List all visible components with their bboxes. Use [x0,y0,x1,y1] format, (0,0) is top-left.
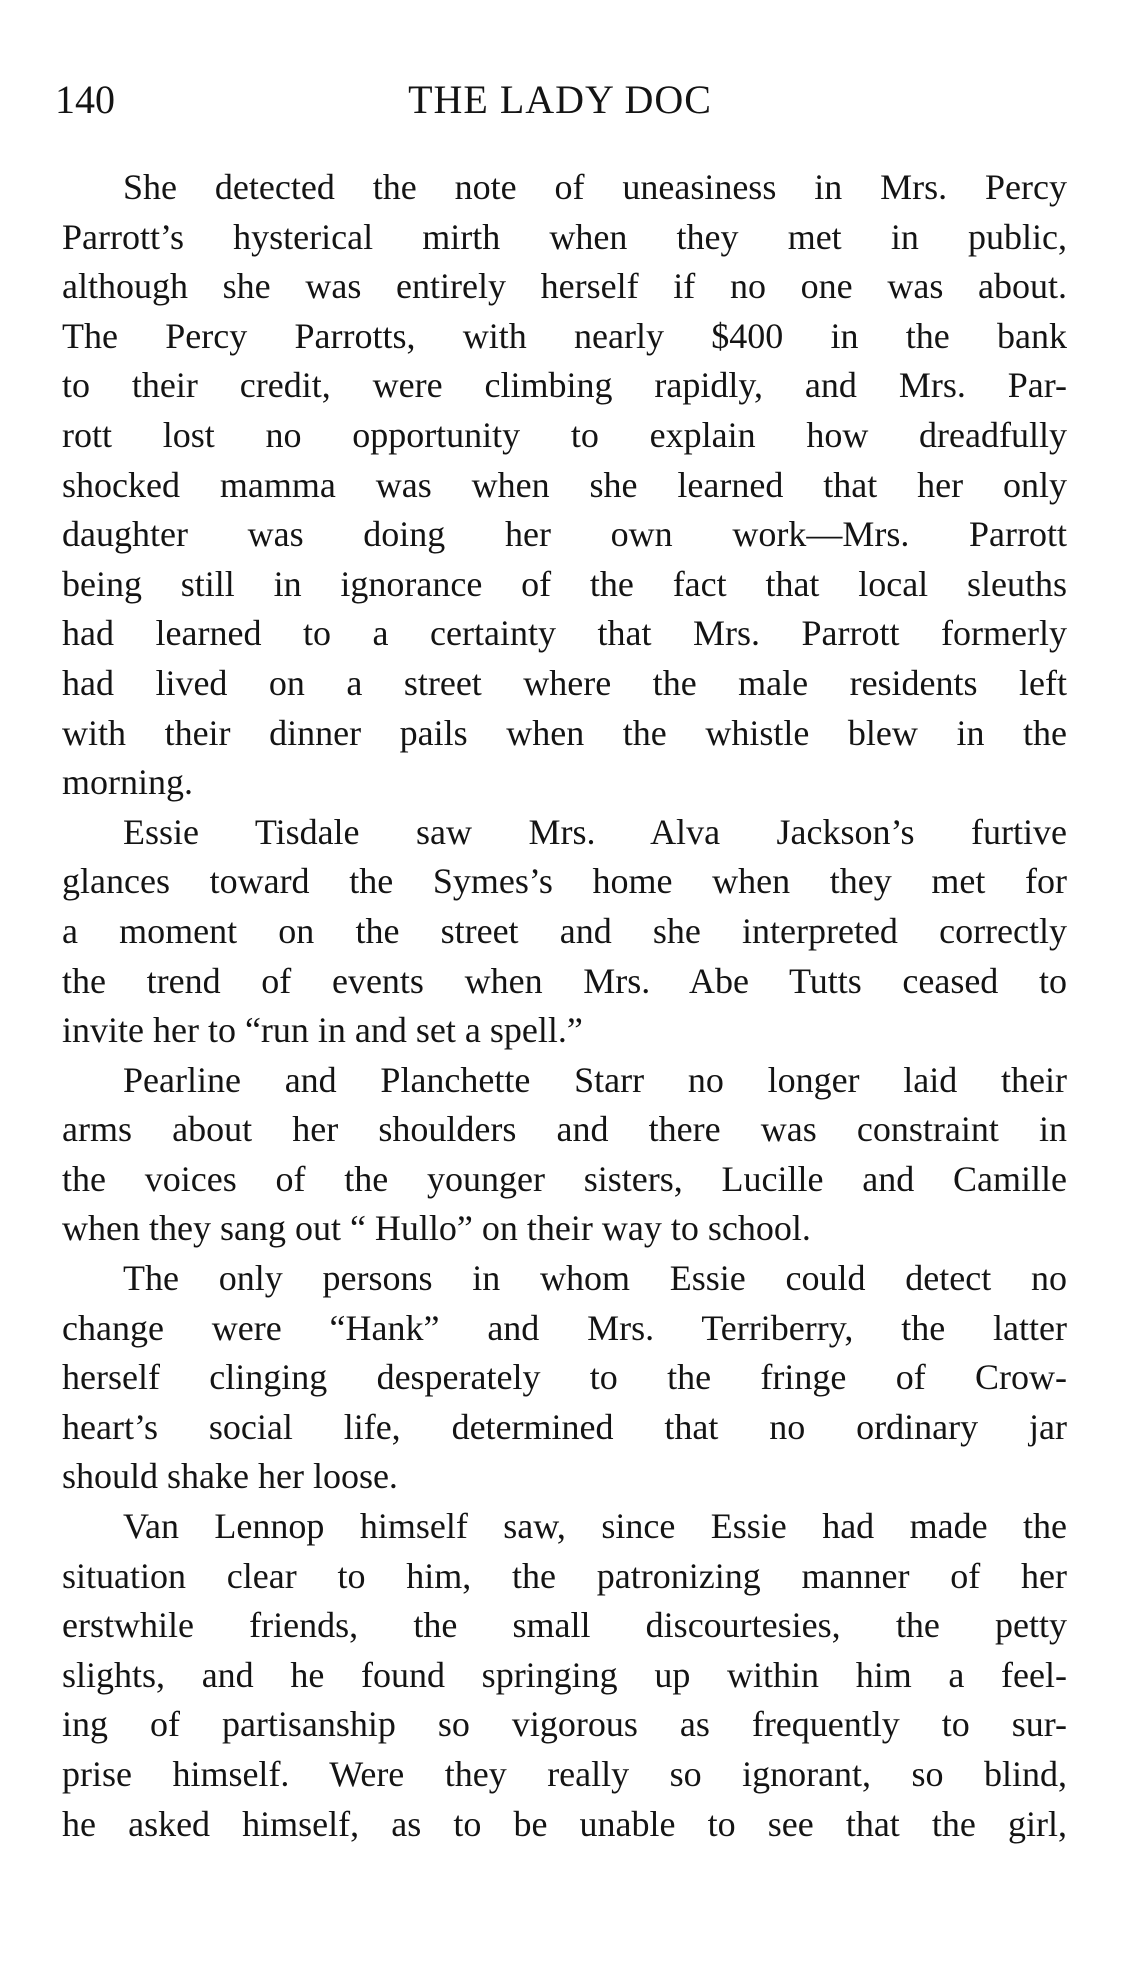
text-line: he asked himself, as to be unable to see that the girl, [62,1803,1067,1844]
paragraph-1 [62,163,1067,808]
paragraph-4 [62,1254,1067,1502]
body-text [62,163,1067,1849]
text-line: shocked mamma was when she learned that her only [62,464,1067,505]
text-line: Pearline and Planchette Starr no longer laid their [123,1059,1067,1100]
text-line: being still in ignorance of the fact that local sleuths [62,563,1067,604]
text-line: daughter was doing her own work—Mrs. Parrott [62,514,1067,555]
text-line: slights, and he found springing up within him a feel- [62,1654,1067,1695]
text-line: had lived on a street where the male residents left [62,662,1067,703]
text-line: should shake her loose. [62,1456,398,1497]
text-line: the trend of events when Mrs. Abe Tutts ceased to [62,960,1067,1001]
text-line: when they sang out “ Hullo” on their way to school. [62,1208,811,1249]
text-line: glances toward the Symes’s home when they met for [62,861,1067,902]
page-header [55,70,1065,130]
text-line: rott lost no opportunity to explain how dreadfully [62,414,1067,455]
paragraph-2 [62,808,1067,1056]
text-line: Van Lennop himself saw, since Essie had made the [123,1506,1067,1547]
page-number: 140 [55,77,115,122]
text-line: although she was entirely herself if no one was about. [62,266,1067,307]
text-line: morning. [62,762,193,803]
text-line: change were “Hank” and Mrs. Terriberry, the latter [62,1307,1067,1348]
text-line: herself clinging desperately to the fringe of Crow- [62,1357,1067,1398]
text-line: She detected the note of uneasiness in Mrs. Percy [123,167,1067,207]
running-title: THE LADY DOC [408,77,712,122]
paragraph-5 [62,1502,1067,1849]
text-line: the voices of the younger sisters, Lucille and Camille [62,1158,1067,1199]
text-line: prise himself. Were they really so ignorant, so blind, [62,1754,1067,1794]
text-line: Parrott’s hysterical mirth when they met in public, [62,216,1067,257]
paragraph-3 [62,1056,1067,1254]
text-line: invite her to “run in and set a spell.” [62,1010,583,1051]
text-line: arms about her shoulders and there was constraint in [62,1109,1067,1150]
text-line: situation clear to him, the patronizing manner of her [62,1555,1067,1596]
text-line: The only persons in whom Essie could detect no [123,1258,1067,1299]
text-line: a moment on the street and she interpreted correctly [62,910,1067,951]
text-line: ing of partisanship so vigorous as frequently to sur- [62,1704,1067,1745]
text-line: Essie Tisdale saw Mrs. Alva Jackson’s furtive [123,811,1067,852]
text-line: to their credit, were climbing rapidly, and Mrs. Par- [62,365,1067,406]
text-line: heart’s social life, determined that no ordinary jar [62,1406,1067,1447]
text-line: erstwhile friends, the small discourtesies, the petty [62,1605,1067,1646]
text-line: The Percy Parrotts, with nearly $400 in the bank [62,315,1067,356]
text-line: with their dinner pails when the whistle blew in the [62,712,1067,753]
text-line: had learned to a certainty that Mrs. Parrott formerly [62,613,1067,654]
